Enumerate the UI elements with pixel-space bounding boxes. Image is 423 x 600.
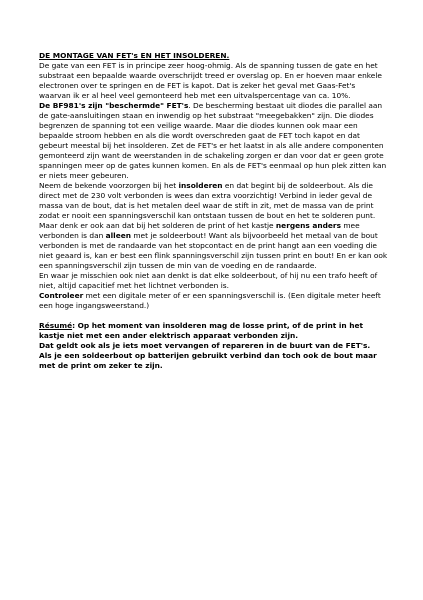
paragraph-gate: De gate van een FET is in principe zeer hoog-ohmig. Als de spanning tussen de gate en het substraat een bepaalde waarde overschrijdt treed er overslag op. En er hoeven maar enkele electronen over te springen en de FET is kapot. Dat is zeker het geval met Gaas-Fet's waarvan ik er al heel veel gemonteerd heb met een uitvalspercentage van ca. 10%.: [39, 61, 382, 100]
paragraph-insolderen: [39, 181, 389, 221]
insolderen-text-b: en dat begint bij de soldeerbout. Als die direct met de 230 volt verbonden is wees dan extra voorzichtig! Verbind in ieder geval de massa van de bout, dat is het metalen deel waar de stift in zit, met de massa van de print zodat er nooit een spanningsverschil kan ontstaan tussen de bout en het te solderen punt.: [39, 181, 376, 220]
controleer-text: met een digitale meter of er een spanningsverschil is. (Een digitale meter heeft een hoge ingangsweerstand.): [39, 291, 381, 310]
summary-line2: Dat geldt ook als je iets moet vervangen of repareren in de buurt van de FET's.: [39, 341, 371, 350]
bf981-text: . De bescherming bestaat uit diodes die parallel aan de gate-aansluitingen staan en inwendig op het substraat "meegebakken" zijn. Die diodes begrenzen de spanning tot een veilige waarde. Maar die diodes kunnen ook maar een bepaalde stroom hebben en als die wordt overschreden gaat de FET toch kapot en dat gebeurt meestal bij het insolderen. Zet de FET's er het laatst in als alle andere componenten gemonteerd zijn want de weerstanden in de schakeling zorgen er dan voor dat er geen grote spanningen meer op de gates kunnen komen. En als de FET's eenmaal op hun plek zitten kan er niets meer gebeuren.: [39, 101, 387, 180]
nergens-anders-bold: nergens anders: [275, 221, 341, 230]
insolderen-text-a: Neem de bekende voorzorgen bij het: [39, 181, 179, 190]
controleer-bold: Controleer: [39, 291, 84, 300]
document-title: DE MONTAGE VAN FET's EN HET INSOLDEREN.: [39, 51, 230, 60]
paragraph-controleer: [39, 291, 389, 311]
summary-line1: : Op het moment van insolderen mag de losse print, of de print in het kastje niet met een ander elektrisch apparaat verbonden zijn.: [39, 321, 364, 340]
summary-paragraph: [39, 321, 389, 341]
paragraph-nergens: [39, 221, 389, 271]
summary-line3: Als je een soldeerbout op batterijen gebruikt verbind dan toch ook de bout maar met de print om zeker te zijn.: [39, 351, 377, 370]
insolderen-bold: insolderen: [178, 181, 223, 190]
nergens-text-b: mee verbonden is dan: [39, 221, 360, 240]
paragraph-bf981: [39, 101, 389, 181]
document-page: [39, 51, 389, 371]
bf981-heading: De BF981's zijn "beschermde" FET's: [39, 101, 189, 110]
alleen-bold: alleen: [105, 231, 131, 240]
paragraph-capacitief: En waar je misschien ook niet aan denkt is dat elke soldeerbout, of hij nu een trafo heeft of niet, altijd capacitief met het lichtnet verbonden is.: [39, 271, 378, 290]
summary-label: Résumé: [39, 321, 73, 330]
nergens-text-a: Maar denk er ook aan dat bij het solderen de print of het kastje: [39, 221, 276, 230]
spacer: [39, 311, 389, 321]
nergens-text-c: met je soldeerbout! Want als bijvoorbeeld het metaal van de bout verbonden is met de randaarde van het stopcontact en de print hangt aan een voeding die niet geaard is, kan er best een flink spanningsverschil zijn tussen print en bout! En er kan ook een spanningsverschil zijn tussen de min van de voeding en de randaarde.: [39, 231, 388, 270]
